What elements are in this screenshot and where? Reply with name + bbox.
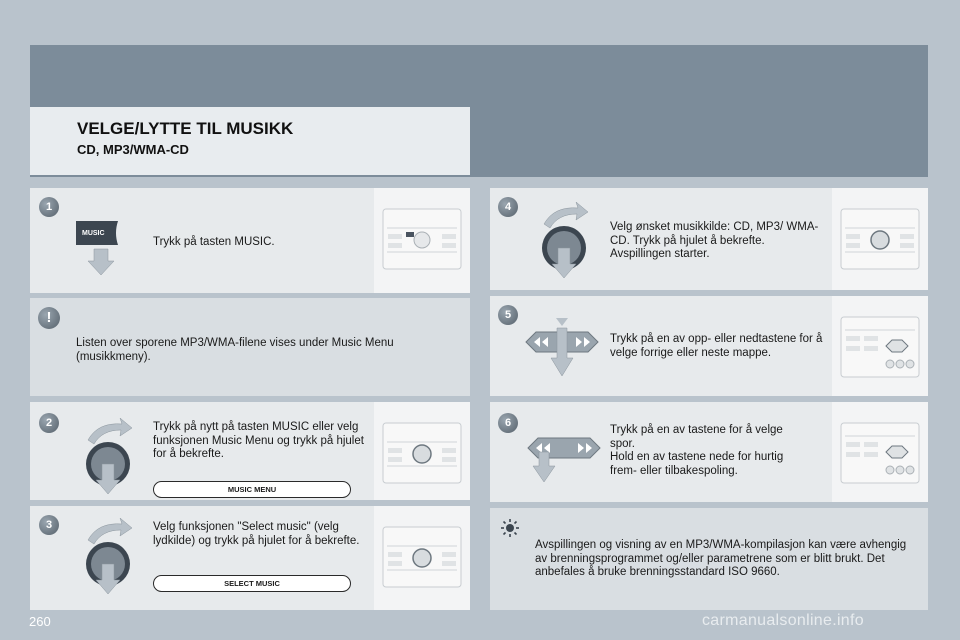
tip-text: Avspillingen og visning av en MP3/WMA-kompilasjon kan være avhengig av brenningsprogrammet og/eller parametrene som er blitt brukt. Det anbefales å bruke brenningsstandard ISO 9660. [535, 539, 907, 578]
page-number: 260 [29, 614, 51, 629]
note-text: Listen over sporene MP3/WMA-filene vises under Music Menu (musikkmeny). [76, 337, 394, 363]
step-4-badge: 4 [498, 197, 518, 217]
step-5-badge: 5 [498, 305, 518, 325]
step-6-text-b: Hold en av tastene nede for hurtig frem- eller tilbakespoling. [610, 451, 784, 477]
car-radio-icon [374, 402, 470, 500]
watermark: carmanualsonline.info [702, 612, 864, 629]
car-radio-icon [832, 296, 928, 396]
rotary-knob-icon [534, 202, 598, 272]
rotary-knob-icon [78, 518, 142, 588]
step-3-text: Velg funksjonen "Select music" (velg lydkilde) og trykk på hjulet for å bekrefte. [153, 521, 360, 547]
rotary-knob-icon [78, 418, 142, 488]
step-6-text-a: Trykk på en av tastene for å velge spor. [610, 424, 783, 450]
warning-icon: ! [38, 307, 60, 329]
step-5-text: Trykk på en av opp- eller nedtastene for å velge forrige eller neste mappe. [610, 333, 823, 359]
page-title: VELGE/LYTTE TIL MUSIKK [77, 119, 294, 138]
car-radio-icon [832, 402, 928, 502]
rocker-button-icon [522, 318, 602, 374]
car-radio-icon [832, 188, 928, 290]
car-radio-icon [374, 506, 470, 610]
step-6-text [610, 424, 810, 478]
tip-icon [500, 518, 520, 538]
step-2-text: Trykk på nytt på tasten MUSIC eller velg funksjonen Music Menu og trykk på hjulet for å bekrefte. [153, 421, 364, 460]
music-menu-pill: MUSIC MENU [153, 481, 351, 498]
page-subtitle: CD, MP3/WMA-CD [77, 142, 189, 157]
step-6-badge: 6 [498, 413, 518, 433]
title-box [30, 107, 470, 175]
step-1-text: Trykk på tasten MUSIC. [153, 236, 275, 248]
step-4-text: Velg ønsket musikkilde: CD, MP3/ WMA-CD. Trykk på hjulet å bekrefte. Avspillingen starter. [610, 221, 819, 260]
step-3-badge: 3 [39, 515, 59, 535]
step-1-button-label: MUSIC [82, 230, 105, 237]
car-radio-icon [374, 188, 470, 293]
rocker-button-icon [524, 424, 604, 480]
step-1-badge: 1 [39, 197, 59, 217]
select-music-pill: SELECT MUSIC [153, 575, 351, 592]
step-2-badge: 2 [39, 413, 59, 433]
